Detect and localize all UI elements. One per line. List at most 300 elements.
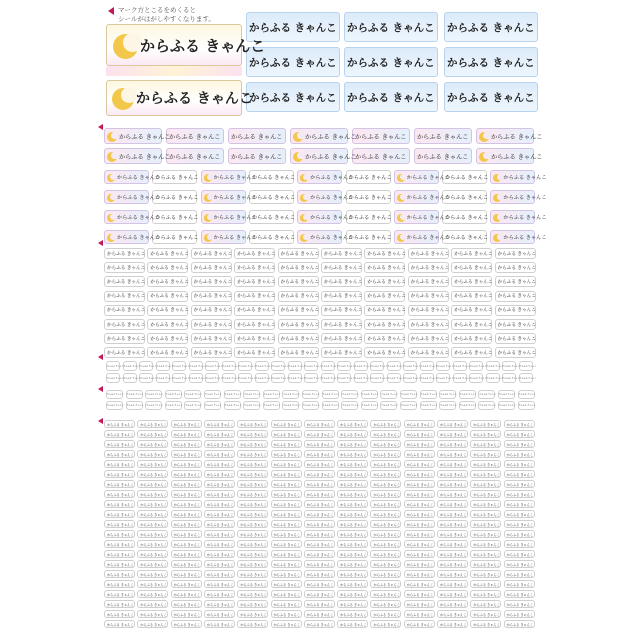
label-text: からふる きゃんこ [473, 512, 500, 517]
label-text: からふる きゃんこ [273, 452, 301, 457]
label-text: からふる きゃんこ [340, 522, 367, 527]
label-text: からふる きゃんこ [417, 133, 469, 141]
label-text: からふる きゃんこ [283, 394, 301, 396]
name-label [191, 262, 232, 273]
name-label [504, 560, 535, 568]
name-label [470, 440, 501, 448]
label-text: からふる きゃんこ [306, 542, 334, 547]
name-label [404, 520, 435, 528]
label-text: からふる きゃんこ [406, 532, 434, 537]
label-text: からふる きゃんこ [117, 194, 161, 201]
label-text: からふる きゃんこ [473, 612, 500, 617]
name-label [137, 510, 168, 518]
label-text: からふる きゃんこ [240, 572, 267, 577]
label-text: からふる きゃんこ [206, 522, 234, 527]
micro-label [486, 361, 504, 371]
micro-label [380, 401, 397, 410]
name-label [476, 148, 543, 164]
name-label [278, 333, 319, 344]
label-text: からふる きゃんこ [440, 452, 467, 457]
label-text: からふる きゃんこ [340, 612, 367, 617]
name-label [152, 210, 197, 224]
label-text: からふる きゃんこ [273, 572, 301, 577]
label-text: からふる きゃんこ [140, 612, 167, 617]
label-text: からふる きゃんこ [440, 394, 457, 396]
name-label [137, 440, 168, 448]
name-label [470, 610, 501, 618]
label-text: からふる きゃんこ [440, 542, 467, 547]
name-label [321, 276, 362, 287]
label-text: からふる きゃんこ [140, 422, 167, 427]
name-label [442, 190, 487, 204]
label-text: からふる きゃんこ [150, 279, 189, 285]
name-label [344, 47, 438, 77]
label-text: からふる きゃんこ [440, 472, 467, 477]
label-text: からふる きゃんこ [440, 442, 467, 447]
label-text: からふる きゃんこ [237, 350, 276, 356]
name-label [337, 590, 368, 598]
name-label [104, 550, 135, 558]
label-text: からふる きゃんこ [237, 322, 276, 328]
label-text: からふる きゃんこ [224, 405, 242, 407]
name-label [271, 610, 302, 618]
name-label [370, 560, 401, 568]
name-label [234, 262, 275, 273]
label-text: からふる きゃんこ [473, 472, 500, 477]
label-text: からふる きゃんこ [140, 492, 167, 497]
label-text: からふる きゃんこ [373, 612, 400, 617]
label-text: からふる きゃんこ [173, 442, 201, 447]
label-text: からふる きゃんこ [454, 294, 493, 300]
label-text: からふる きゃんこ [324, 265, 363, 271]
name-label [278, 347, 319, 358]
name-label [304, 590, 335, 598]
name-label [278, 262, 319, 273]
label-text: からふる きゃんこ [240, 612, 267, 617]
name-label [271, 580, 302, 588]
label-text: からふる きゃんこ [206, 512, 234, 517]
label-text: からふる きゃんこ [173, 522, 201, 527]
name-label [137, 550, 168, 558]
label-text: からふる きゃんこ [173, 612, 201, 617]
label-text: からふる きゃんこ [189, 377, 207, 380]
label-text: からふる きゃんこ [107, 472, 134, 477]
micro-label [518, 401, 535, 410]
label-text: からふる きゃんこ [324, 308, 363, 314]
name-label [147, 291, 188, 302]
name-label [394, 190, 450, 204]
label-text: からふる きゃんこ [406, 592, 434, 597]
label-text: からふる きゃんこ [454, 251, 493, 257]
name-label [408, 291, 449, 302]
name-label [337, 490, 368, 498]
label-text: からふる きゃんこ [340, 592, 367, 597]
label-text: からふる きゃんこ [206, 422, 234, 427]
label-text: からふる きゃんこ [306, 482, 334, 487]
label-text: からふる きゃんこ [497, 279, 536, 285]
label-text: からふる きゃんこ [354, 365, 372, 368]
micro-label [263, 401, 280, 410]
label-text: からふる きゃんこ [406, 174, 450, 181]
name-label [495, 262, 536, 273]
label-text: からふる きゃんこ [479, 394, 497, 396]
name-label [204, 580, 235, 588]
label-text: からふる きゃんこ [367, 265, 406, 271]
micro-label [436, 373, 454, 383]
label-text: からふる きゃんこ [373, 512, 400, 517]
name-label [437, 530, 468, 538]
micro-label [238, 361, 256, 371]
label-text: からふる きゃんこ [244, 394, 261, 396]
label-text: からふる きゃんこ [140, 472, 167, 477]
micro-label [478, 390, 495, 399]
name-label [352, 128, 410, 144]
label-text: からふる きゃんこ [173, 622, 201, 627]
label-text: からふる きゃんこ [506, 542, 534, 547]
label-text: からふる きゃんこ [107, 394, 124, 396]
name-label [104, 500, 135, 508]
name-label [171, 510, 202, 518]
micro-label [139, 361, 157, 371]
label-text: からふる きゃんこ [497, 265, 536, 271]
label-text: からふる きゃんこ [518, 405, 536, 407]
name-label [249, 190, 294, 204]
name-label [104, 420, 135, 428]
label-text: からふる きゃんこ [165, 405, 183, 407]
name-label [437, 600, 468, 608]
label-text: からふる きゃんこ [306, 472, 334, 477]
name-label [137, 460, 168, 468]
name-label [278, 248, 319, 259]
micro-label [498, 390, 515, 399]
name-label [451, 333, 492, 344]
label-text: からふる きゃんこ [454, 322, 493, 328]
label-text: からふる きゃんこ [107, 492, 134, 497]
name-label [364, 276, 405, 287]
name-label [201, 210, 257, 224]
name-label [237, 520, 268, 528]
label-text: からふる きゃんこ [440, 532, 467, 537]
name-label [290, 128, 357, 144]
name-label [104, 490, 135, 498]
label-text: からふる きゃんこ [140, 36, 266, 55]
label-text: からふる きゃんこ [263, 405, 281, 407]
label-text: からふる きゃんこ [410, 265, 450, 271]
name-label [442, 170, 487, 184]
label-text: からふる きゃんこ [406, 234, 450, 241]
name-label [278, 276, 319, 287]
name-label [321, 333, 362, 344]
name-label [201, 230, 257, 244]
micro-label [341, 401, 358, 410]
label-text: からふる きゃんこ [305, 377, 322, 380]
name-label [271, 430, 302, 438]
label-text: からふる きゃんこ [340, 622, 367, 627]
label-text: からふる きゃんこ [255, 365, 273, 368]
label-text: からふる きゃんこ [437, 377, 454, 380]
label-text: からふる きゃんこ [340, 552, 367, 557]
name-label [437, 500, 468, 508]
label-text: からふる きゃんこ [506, 472, 534, 477]
name-label [106, 80, 253, 116]
label-text: からふる きゃんこ [340, 542, 367, 547]
label-text: からふる きゃんこ [140, 462, 167, 467]
label-text: からふる きゃんこ [473, 582, 500, 587]
label-text: からふる きゃんこ [140, 592, 167, 597]
name-label [504, 530, 535, 538]
label-text: からふる きゃんこ [173, 492, 201, 497]
label-text: からふる きゃんこ [140, 582, 167, 587]
name-label [437, 430, 468, 438]
micro-label [519, 361, 537, 371]
name-label [249, 230, 294, 244]
name-label [104, 190, 161, 204]
micro-label [172, 361, 190, 371]
name-label [304, 580, 335, 588]
label-text: からふる きゃんこ [117, 214, 161, 221]
label-text: からふる きゃんこ [173, 562, 201, 567]
label-text: からふる きゃんこ [206, 462, 234, 467]
label-text: からふる きゃんこ [497, 350, 536, 356]
name-label [470, 580, 501, 588]
label-text: からふる きゃんこ [107, 377, 124, 380]
label-text: からふる きゃんこ [347, 56, 435, 69]
name-label [171, 620, 202, 628]
decorative-band [106, 66, 242, 76]
label-text: からふる きゃんこ [440, 622, 467, 627]
label-text: からふる きゃんこ [185, 405, 203, 407]
label-text: からふる きゃんこ [206, 582, 234, 587]
label-text: からふる きゃんこ [155, 194, 199, 201]
micro-label [502, 373, 520, 383]
label-text: からふる きゃんこ [506, 532, 534, 537]
name-label [204, 600, 235, 608]
name-label [152, 190, 197, 204]
label-text: からふる きゃんこ [406, 452, 434, 457]
label-text: からふる きゃんこ [239, 377, 256, 380]
label-text: からふる きゃんこ [306, 582, 334, 587]
label-text: からふる きゃんこ [401, 394, 418, 396]
micro-label [361, 401, 378, 410]
name-label [271, 420, 302, 428]
label-text: からふる きゃんこ [273, 532, 301, 537]
name-label [271, 570, 302, 578]
micro-label [271, 373, 289, 383]
name-label [346, 170, 391, 184]
name-label [201, 170, 257, 184]
label-text: からふる きゃんこ [280, 294, 319, 300]
name-label [137, 610, 168, 618]
label-text: からふる きゃんこ [140, 482, 167, 487]
name-label [204, 520, 235, 528]
name-label [337, 520, 368, 528]
name-label [337, 610, 368, 618]
label-text: からふる きゃんこ [193, 294, 233, 300]
name-label [408, 305, 449, 316]
name-label [337, 550, 368, 558]
micro-label [459, 401, 476, 410]
label-text: からふる きゃんこ [107, 622, 134, 627]
name-label [470, 570, 501, 578]
label-text: からふる きゃんこ [255, 377, 273, 380]
label-text: からふる きゃんこ [324, 279, 363, 285]
name-label [437, 620, 468, 628]
label-text: からふる きゃんこ [373, 462, 400, 467]
label-text: からふる きゃんこ [240, 592, 267, 597]
name-label [470, 550, 501, 558]
label-text: からふる きゃんこ [280, 322, 319, 328]
label-text: からふる きゃんこ [306, 492, 334, 497]
name-label [337, 470, 368, 478]
label-text: からふる きゃんこ [240, 582, 267, 587]
name-label [304, 530, 335, 538]
name-label [152, 170, 197, 184]
label-text: からふる きゃんこ [367, 336, 406, 342]
label-text: からふる きゃんこ [340, 562, 367, 567]
name-label [237, 420, 268, 428]
label-text: からふる きゃんこ [240, 442, 267, 447]
label-text: からふる きゃんこ [155, 214, 199, 221]
name-label [278, 305, 319, 316]
label-text: からふる きゃんこ [185, 394, 203, 396]
label-text: からふる きゃんこ [273, 422, 301, 427]
label-text: からふる きゃんこ [486, 365, 504, 368]
micro-label [282, 390, 299, 399]
label-text: からふる きゃんこ [140, 562, 167, 567]
name-label [394, 230, 450, 244]
name-label [237, 500, 268, 508]
name-label [171, 570, 202, 578]
label-text: からふる きゃんこ [107, 612, 134, 617]
name-label [271, 480, 302, 488]
label-text: からふる きゃんこ [473, 432, 500, 437]
name-label [404, 450, 435, 458]
name-label [104, 305, 145, 316]
label-text: からふる きゃんこ [251, 194, 296, 201]
name-label [444, 12, 538, 42]
name-label [337, 580, 368, 588]
name-label [442, 230, 487, 244]
name-label [414, 128, 472, 144]
name-label [304, 470, 335, 478]
name-label [344, 12, 438, 42]
label-text: からふる きゃんこ [206, 432, 234, 437]
name-label [490, 190, 547, 204]
name-label [470, 510, 501, 518]
label-text: からふる きゃんこ [240, 562, 267, 567]
name-label [404, 540, 435, 548]
label-text: からふる きゃんこ [381, 405, 399, 407]
micro-label [453, 373, 471, 383]
name-label [404, 460, 435, 468]
label-text: からふる きゃんこ [173, 462, 201, 467]
label-text: からふる きゃんこ [273, 622, 301, 627]
label-text: からふる きゃんこ [473, 492, 500, 497]
label-text: からふる きゃんこ [322, 394, 340, 396]
label-text: からふる きゃんこ [354, 377, 372, 380]
name-label [304, 500, 335, 508]
name-label [137, 430, 168, 438]
name-label [171, 560, 202, 568]
label-text: からふる きゃんこ [473, 552, 500, 557]
name-label [204, 540, 235, 548]
label-text: からふる きゃんこ [206, 552, 234, 557]
name-label [137, 480, 168, 488]
label-text: からふる きゃんこ [173, 377, 190, 380]
label-text: からふる きゃんこ [367, 322, 406, 328]
name-label [271, 500, 302, 508]
label-text: からふる きゃんこ [506, 612, 534, 617]
name-label [444, 82, 538, 112]
micro-label [337, 373, 355, 383]
label-text: からふる きゃんこ [410, 308, 450, 314]
label-text: からふる きゃんこ [140, 522, 167, 527]
name-label [137, 600, 168, 608]
name-label [137, 450, 168, 458]
label-text: からふる きゃんこ [150, 336, 189, 342]
name-label [290, 148, 357, 164]
name-label [370, 510, 401, 518]
label-text: からふる きゃんこ [473, 452, 500, 457]
label-text: からふる きゃんこ [454, 265, 493, 271]
name-label [234, 291, 275, 302]
name-label [352, 148, 410, 164]
name-label [204, 490, 235, 498]
name-label [437, 470, 468, 478]
name-label [414, 148, 472, 164]
micro-label [204, 401, 221, 410]
label-text: からふる きゃんこ [126, 405, 144, 407]
name-label [364, 291, 405, 302]
label-text: からふる きゃんこ [342, 405, 359, 407]
label-text: からふる きゃんこ [371, 377, 388, 380]
name-label [404, 570, 435, 578]
label-text: からふる きゃんこ [119, 153, 171, 161]
name-label [171, 460, 202, 468]
name-label [147, 305, 188, 316]
label-text: からふる きゃんこ [310, 194, 354, 201]
micro-label [380, 390, 397, 399]
name-label [137, 470, 168, 478]
label-text: からふる きゃんこ [454, 308, 493, 314]
label-text: からふる きゃんこ [310, 214, 354, 221]
label-text: からふる きゃんこ [373, 542, 400, 547]
peel-marker-icon [98, 386, 103, 392]
label-text: からふる きゃんこ [173, 512, 201, 517]
name-label [370, 610, 401, 618]
name-label [191, 291, 232, 302]
name-label [104, 347, 145, 358]
label-text: からふる きゃんこ [373, 522, 400, 527]
label-text: からふる きゃんこ [224, 394, 242, 396]
label-text: からふる きゃんこ [240, 422, 267, 427]
micro-label [282, 401, 299, 410]
name-label [364, 319, 405, 330]
label-text: からふる きゃんこ [406, 492, 434, 497]
name-label [104, 510, 135, 518]
name-label [504, 610, 535, 618]
name-label [171, 440, 202, 448]
name-label [404, 530, 435, 538]
name-label [104, 480, 135, 488]
micro-label [387, 373, 405, 383]
label-text: からふる きゃんこ [348, 234, 392, 241]
label-text: からふる きゃんこ [410, 251, 450, 257]
name-label [404, 430, 435, 438]
label-text: からふる きゃんこ [322, 405, 340, 407]
label-text: からふる きゃんこ [173, 552, 201, 557]
name-label [204, 510, 235, 518]
